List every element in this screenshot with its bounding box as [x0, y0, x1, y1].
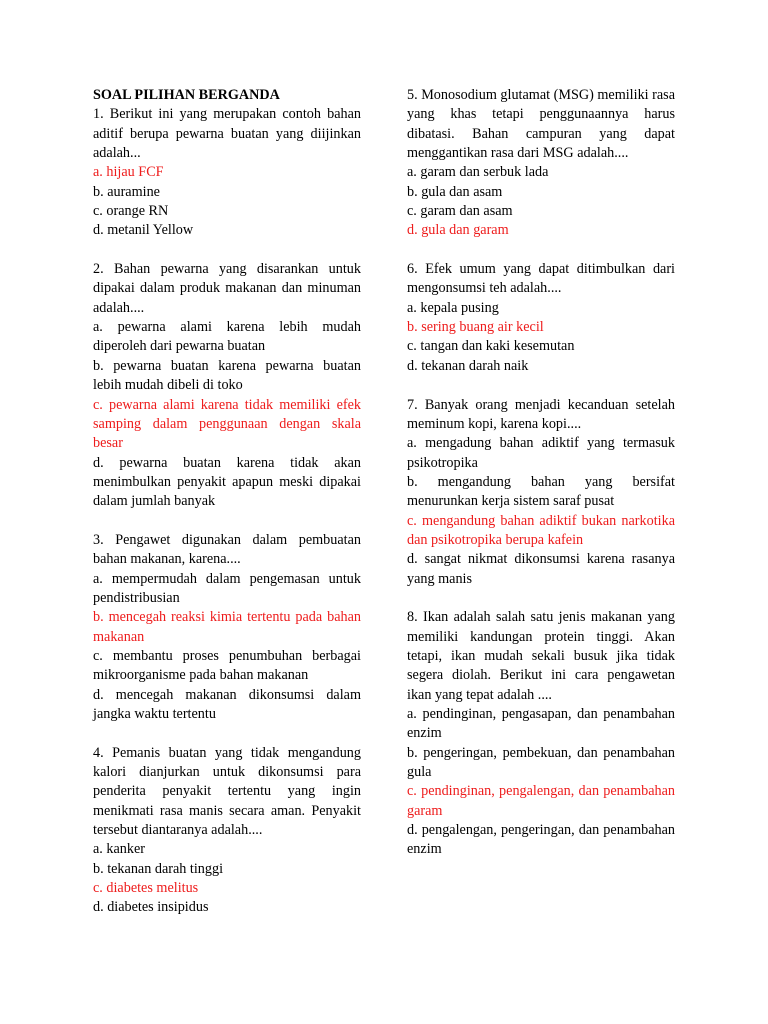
question-text: 8. Ikan adalah salah satu jenis makanan yang memiliki kandungan protein tinggi. Akan tetapi, ikan mudah sekali busuk jika tidak segera diolah. Berikut ini cara pengawetan ikan yang tepat adalah ....	[407, 609, 675, 703]
option-b: b. auramine	[93, 183, 160, 200]
right-column	[407, 86, 675, 860]
question-4	[93, 744, 361, 918]
question-2	[93, 260, 361, 511]
question-text: 4. Pemanis buatan yang tidak mengandung kalori dianjurkan untuk dikonsumsi para penderita penyakit tertentu yang ingin menikmati rasa manis secara aman. Penyakit tersebut diantaranya adalah....	[93, 744, 361, 839]
option-b-correct: b. sering buang air kecil	[407, 319, 544, 336]
option-a: a. garam dan serbuk lada	[407, 164, 549, 181]
option-a: a. pendinginan, pengasapan, dan penambahan enzim	[407, 706, 675, 742]
option-a-correct: a. hijau FCF	[93, 164, 164, 181]
option-c-correct: c. mengandung bahan adiktif bukan narkotika dan psikotropika berupa kafein	[407, 512, 675, 548]
question-text: 7. Banyak orang menjadi kecanduan setelah meminum kopi, karena kopi....	[407, 396, 675, 432]
option-d: d. sangat nikmat dikonsumsi karena rasanya yang manis	[407, 551, 675, 587]
option-b: b. tekanan darah tinggi	[93, 860, 224, 877]
option-c: c. orange RN	[93, 203, 169, 220]
option-c-correct: c. diabetes melitus	[93, 880, 199, 897]
option-a: a. kanker	[93, 841, 145, 858]
option-c: c. garam dan asam	[407, 203, 513, 220]
option-a: a. mengadung bahan adiktif yang termasuk psikotropika	[407, 435, 675, 471]
question-text: 6. Efek umum yang dapat ditimbulkan dari mengonsumsi teh adalah....	[407, 261, 675, 297]
left-column	[93, 86, 361, 918]
question-5	[407, 86, 675, 241]
option-c: c. tangan dan kaki kesemutan	[407, 338, 575, 355]
option-a: a. kepala pusing	[407, 299, 499, 316]
question-1	[93, 105, 361, 240]
option-b-correct: b. mencegah reaksi kimia tertentu pada bahan makanan	[93, 609, 361, 645]
option-d-correct: d. gula dan garam	[407, 222, 509, 239]
option-b: b. mengandung bahan yang bersifat menurunkan kerja sistem saraf pusat	[407, 473, 675, 510]
question-8	[407, 608, 675, 859]
question-3	[93, 531, 361, 724]
option-a: a. pewarna alami karena lebih mudah diperoleh dari pewarna buatan	[93, 319, 361, 355]
option-d: d. tekanan darah naik	[407, 357, 529, 374]
question-text: 1. Berikut ini yang merupakan contoh bahan aditif berupa pewarna buatan yang diijinkan adalah...	[93, 106, 361, 162]
option-c-correct: c. pendinginan, pengalengan, dan penambahan garam	[407, 783, 675, 819]
option-a: a. mempermudah dalam pengemasan untuk pendistribusian	[93, 570, 361, 606]
question-text: 5. Monosodium glutamat (MSG) memiliki rasa yang khas tetapi penggunaannya harus dibatasi. Bahan campuran yang dapat menggantikan rasa dari MSG adalah....	[407, 87, 675, 162]
option-c: c. membantu proses penumbuhan berbagai mikroorganisme pada bahan makanan	[93, 647, 361, 684]
option-b: b. pewarna buatan karena pewarna buatan lebih mudah dibeli di toko	[93, 357, 361, 394]
option-d: d. pengalengan, pengeringan, dan penambahan enzim	[407, 822, 675, 858]
question-7	[407, 396, 675, 589]
question-text: 3. Pengawet digunakan dalam pembuatan bahan makanan, karena....	[93, 531, 361, 568]
option-c-correct: c. pewarna alami karena tidak memiliki efek samping dalam penggunaan dengan skala besar	[93, 396, 361, 452]
document-title: SOAL PILIHAN BERGANDA	[93, 87, 280, 103]
option-d: d. diabetes insipidus	[93, 899, 209, 916]
question-6	[407, 260, 675, 376]
option-b: b. gula dan asam	[407, 183, 503, 200]
question-text: 2. Bahan pewarna yang disarankan untuk dipakai dalam produk makanan dan minuman adalah....	[93, 261, 361, 316]
option-d: d. pewarna buatan karena tidak akan menimbulkan penyakit apapun meski dipakai dalam jumlah banyak	[93, 454, 361, 510]
option-d: d. mencegah makanan dikonsumsi dalam jangka waktu tertentu	[93, 686, 361, 722]
option-b: b. pengeringan, pembekuan, dan penambahan gula	[407, 744, 675, 781]
option-d: d. metanil Yellow	[93, 222, 194, 239]
